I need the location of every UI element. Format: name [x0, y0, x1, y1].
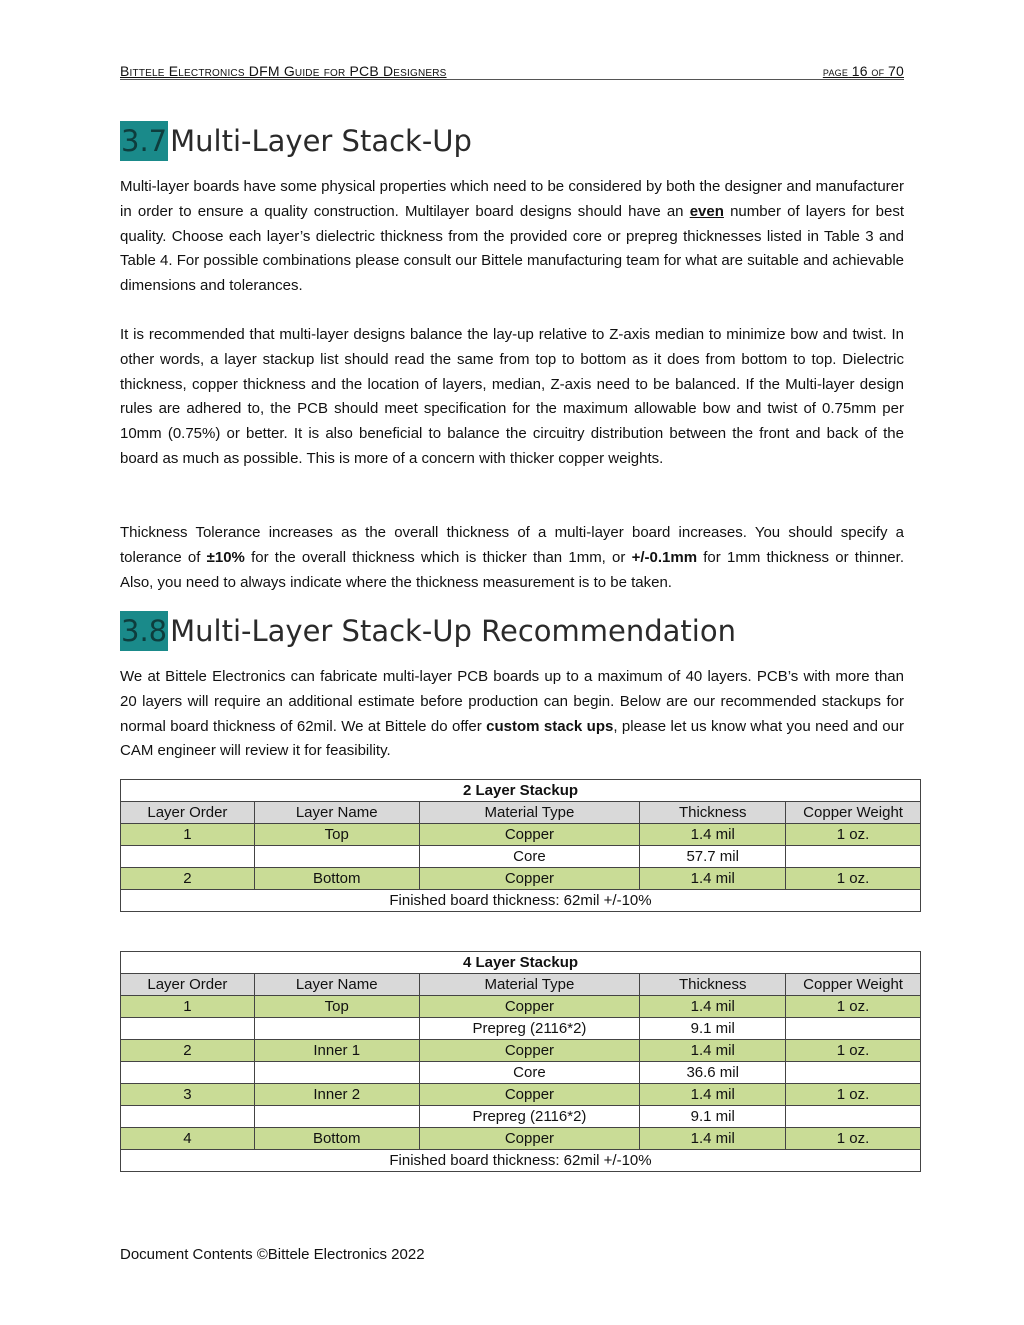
cell-material: Copper — [419, 824, 640, 846]
cell-material: Prepreg (2116*2) — [419, 1018, 640, 1040]
column-header: Material Type — [419, 974, 640, 996]
cell-copper-weight: 1 oz. — [786, 824, 921, 846]
page-number: 16 — [851, 63, 868, 79]
cell-layer-order: 1 — [121, 824, 255, 846]
table-row — [121, 846, 921, 868]
cell-layer-order — [121, 1018, 255, 1040]
cell-layer-name: Inner 1 — [254, 1040, 419, 1062]
cell-layer-name: Bottom — [254, 1128, 419, 1150]
cell-layer-order — [121, 1062, 255, 1084]
cell-thickness: 1.4 mil — [640, 868, 786, 890]
column-header: Layer Name — [254, 802, 419, 824]
p4-bold: custom stack ups — [486, 717, 614, 735]
cell-thickness: 1.4 mil — [640, 996, 786, 1018]
p4-text-c: , please let us know what you need and our CAM engineer will review it for feasibility. — [120, 717, 904, 760]
cell-material: Copper — [419, 996, 640, 1018]
cell-layer-name — [254, 1106, 419, 1128]
cell-thickness: 36.6 mil — [640, 1062, 786, 1084]
cell-layer-order — [121, 1106, 255, 1128]
cell-copper-weight: 1 oz. — [786, 996, 921, 1018]
cell-layer-name: Top — [254, 996, 419, 1018]
section-title: Multi-Layer Stack-Up — [170, 124, 472, 158]
p3-text-a: Thickness Tolerance increases as the overall thickness of a multi-layer board increases. You should specify a tolerance of — [120, 524, 904, 566]
cell-copper-weight: 1 oz. — [786, 868, 921, 890]
column-header: Material Type — [419, 802, 640, 824]
cell-layer-name: Top — [254, 824, 419, 846]
column-header: Copper Weight — [786, 802, 921, 824]
cell-copper-weight — [786, 1106, 921, 1128]
cell-thickness: 1.4 mil — [640, 1128, 786, 1150]
of-label: of — [871, 65, 885, 79]
cell-thickness: 1.4 mil — [640, 1084, 786, 1106]
column-header: Copper Weight — [786, 974, 921, 996]
p4-text-a: We at Bittele Electronics can fabricate multi-layer PCB boards up to a maximum of 40 layers. PCB’s with more than 20 layers will require an additional estimate before production can begin. Below are our recommended stackups for normal board thickness of 62mil. We at Bittele do offer — [120, 668, 904, 735]
cell-layer-name — [254, 1018, 419, 1040]
cell-layer-order: 3 — [121, 1084, 255, 1106]
table-4-layer-stackup — [120, 951, 921, 1172]
table-row — [121, 1084, 921, 1106]
p3-bold-2: +/-0.1mm — [631, 548, 698, 566]
header-title-text: Bittele Electronics DFM Guide for PCB Designers — [120, 63, 447, 79]
p3-text-c: for the overall thickness which is thicker than 1mm, or — [244, 548, 632, 566]
cell-material: Copper — [419, 1084, 640, 1106]
cell-material: Core — [419, 1062, 640, 1084]
table-2-layer-stackup — [120, 779, 921, 912]
section-title: Multi-Layer Stack-Up Recommendation — [170, 614, 736, 648]
cell-material: Copper — [419, 868, 640, 890]
table-row — [121, 1106, 921, 1128]
table-row — [121, 1040, 921, 1062]
paragraph-4 — [120, 665, 904, 764]
p1-even: even — [689, 202, 724, 220]
table-footer: Finished board thickness: 62mil +/-10% — [121, 890, 921, 912]
cell-copper-weight — [786, 1018, 921, 1040]
cell-thickness: 9.1 mil — [640, 1106, 786, 1128]
page-total: 70 — [888, 63, 904, 79]
page-footer: Document Contents ©Bittele Electronics 2022 — [120, 1246, 425, 1263]
cell-layer-order: 1 — [121, 996, 255, 1018]
paragraph-1 — [120, 175, 904, 299]
cell-layer-order: 2 — [121, 1040, 255, 1062]
table-title: 2 Layer Stackup — [121, 780, 921, 802]
cell-material: Copper — [419, 1128, 640, 1150]
table-row — [121, 1128, 921, 1150]
column-header: Thickness — [640, 974, 786, 996]
p3-text-d: for 1mm thickness or thinner. Also, you need to always indicate where the thickness measurement is to be taken. — [120, 548, 904, 591]
page-label: page — [822, 65, 849, 79]
table-row — [121, 1018, 921, 1040]
section-number: 3.7 — [120, 121, 168, 161]
column-header: Thickness — [640, 802, 786, 824]
table-row — [121, 868, 921, 890]
table-footer: Finished board thickness: 62mil +/-10% — [121, 1150, 921, 1172]
section-number: 3.8 — [120, 611, 168, 651]
cell-material: Prepreg (2116*2) — [419, 1106, 640, 1128]
cell-copper-weight — [786, 846, 921, 868]
column-header: Layer Name — [254, 974, 419, 996]
p3-bold-1: ±10% — [206, 548, 245, 566]
table-row — [121, 1062, 921, 1084]
cell-copper-weight: 1 oz. — [786, 1040, 921, 1062]
page-indicator — [823, 63, 904, 79]
cell-material: Core — [419, 846, 640, 868]
p1-text-b: number of layers for best quality. Choose each layer’s dielectric thickness from the provided core or prepreg thicknesses listed in Table 3 and Table 4. For possible combinations please consult our Bittele manufacturing team for what are suitable and achievable dimensions and tolerances. — [120, 202, 904, 295]
table-row — [121, 996, 921, 1018]
cell-copper-weight: 1 oz. — [786, 1084, 921, 1106]
cell-layer-order: 2 — [121, 868, 255, 890]
cell-thickness: 1.4 mil — [640, 1040, 786, 1062]
column-header: Layer Order — [121, 974, 255, 996]
cell-copper-weight: 1 oz. — [786, 1128, 921, 1150]
paragraph-3 — [120, 521, 904, 595]
cell-layer-name — [254, 846, 419, 868]
cell-layer-name — [254, 1062, 419, 1084]
table-row — [121, 824, 921, 846]
cell-layer-name: Bottom — [254, 868, 419, 890]
running-header — [120, 60, 904, 80]
section-heading-3-8 — [120, 611, 736, 651]
p1-text-a: Multi-layer boards have some physical properties which need to be considered by both the designer and manufacturer in order to ensure a quality construction. Multilayer board designs should have an — [120, 178, 904, 220]
paragraph-2: It is recommended that multi-layer designs balance the lay-up relative to Z-axis median to minimize bow and twist. In other words, a layer stackup list should read the same from top to bottom as it does from bottom to top. Dielectric thickness, copper thickness and the location of layers, median, Z-axis need to be balanced. If the Multi-layer design rules are adhered to, the PCB should meet specification for the maximum allowable bow and twist of 0.75mm per 10mm (0.75%) or better. It is also beneficial to balance the circuitry distribution between the front and back of the board as much as possible. This is more of a concern with thicker copper weights. — [120, 326, 904, 467]
column-header: Layer Order — [121, 802, 255, 824]
table-title: 4 Layer Stackup — [121, 952, 921, 974]
header-title — [120, 63, 447, 79]
cell-material: Copper — [419, 1040, 640, 1062]
cell-layer-order: 4 — [121, 1128, 255, 1150]
cell-layer-order — [121, 846, 255, 868]
cell-layer-name: Inner 2 — [254, 1084, 419, 1106]
cell-thickness: 57.7 mil — [640, 846, 786, 868]
cell-thickness: 1.4 mil — [640, 824, 786, 846]
section-heading-3-7 — [120, 121, 472, 161]
cell-thickness: 9.1 mil — [640, 1018, 786, 1040]
cell-copper-weight — [786, 1062, 921, 1084]
